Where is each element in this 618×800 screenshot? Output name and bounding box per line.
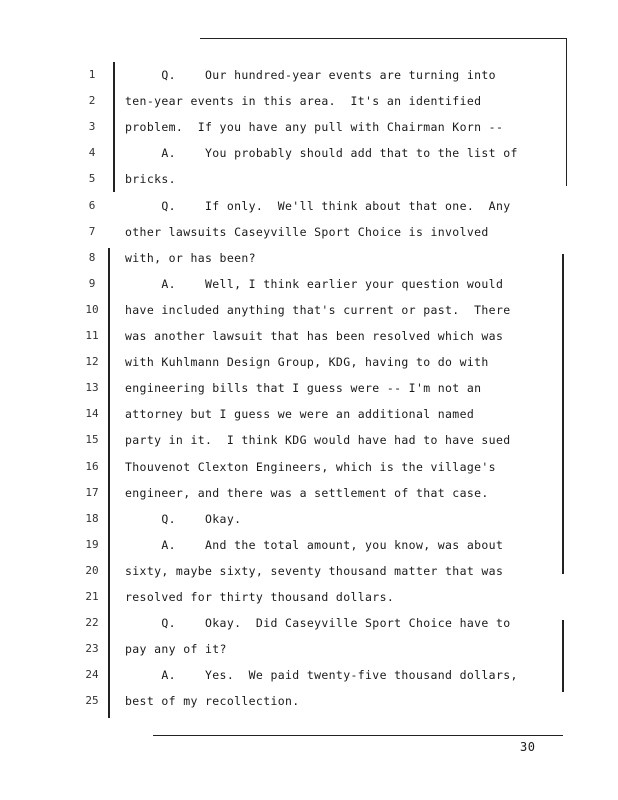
line-number: 12 [85, 355, 99, 369]
line-text: have included anything that's current or past. There [125, 302, 511, 317]
top-rule [200, 38, 566, 39]
transcript-line [0, 323, 618, 349]
line-text: party in it. I think KDG would have had to have sued [125, 433, 511, 448]
line-number: 4 [88, 146, 96, 160]
line-number: 11 [85, 329, 99, 342]
transcript-line [0, 662, 618, 688]
transcript-line [0, 480, 618, 506]
line-text: A. You probably should add that to the list of [125, 146, 518, 161]
transcript-line [0, 349, 618, 375]
line-text: with Kuhlmann Design Group, KDG, having to do with [125, 355, 489, 370]
line-text: A. And the total amount, you know, was about [125, 537, 504, 552]
transcript-line [0, 114, 618, 140]
line-text: other lawsuits Caseyville Sport Choice is involved [125, 224, 489, 239]
line-number: 15 [85, 433, 99, 447]
line-number: 10 [85, 302, 99, 316]
bottom-rule [153, 735, 563, 736]
transcript-line [0, 88, 618, 114]
transcript-line [0, 558, 618, 584]
transcript-line [0, 140, 618, 166]
transcript-line [0, 62, 618, 88]
line-number: 5 [88, 172, 96, 186]
line-text: Q. If only. We'll think about that one. Any [125, 198, 511, 213]
line-number: 21 [85, 590, 99, 603]
transcript-line [0, 271, 618, 297]
line-text: Q. Our hundred-year events are turning into [125, 68, 496, 82]
transcript-line [0, 297, 618, 323]
line-number: 17 [85, 485, 99, 499]
transcript-line [0, 245, 618, 271]
transcript-line [0, 166, 618, 192]
line-text: engineer, and there was a settlement of that case. [125, 485, 489, 500]
line-number: 18 [85, 511, 99, 525]
line-text: A. Yes. We paid twenty-five thousand dollars, [125, 668, 518, 683]
line-text: A. Well, I think earlier your question would [125, 276, 504, 291]
line-text: ten-year events in this area. It's an identified [125, 94, 482, 109]
transcript-line [0, 193, 618, 219]
line-text: Q. Okay. Did Caseyville Sport Choice have to [125, 616, 511, 631]
line-number: 14 [85, 407, 99, 421]
line-number: 2 [88, 94, 96, 108]
line-number: 24 [85, 668, 99, 682]
line-number: 25 [85, 694, 99, 708]
line-number: 23 [85, 642, 99, 656]
line-text: problem. If you have any pull with Chairman Korn -- [125, 120, 504, 135]
transcript-line [0, 219, 618, 245]
transcript-line [0, 532, 618, 558]
line-text: Q. Okay. [125, 511, 242, 526]
line-number: 20 [85, 563, 99, 577]
transcript-line [0, 636, 618, 662]
line-text: was another lawsuit that has been resolved which was [125, 329, 504, 343]
line-text: sixty, maybe sixty, seventy thousand matter that was [125, 563, 504, 578]
transcript-line [0, 375, 618, 401]
line-number: 16 [85, 459, 99, 473]
line-number: 3 [88, 120, 96, 134]
page-number: 30 [520, 740, 536, 754]
line-text: with, or has been? [125, 250, 256, 265]
line-text: best of my recollection. [125, 694, 300, 709]
line-number: 6 [88, 198, 96, 212]
transcript-line [0, 610, 618, 636]
line-number: 8 [88, 250, 96, 264]
line-number: 19 [85, 537, 99, 551]
line-number: 9 [88, 276, 96, 290]
line-number: 13 [85, 381, 99, 395]
line-number: 22 [85, 616, 99, 630]
transcript-line [0, 506, 618, 532]
line-text: attorney but I guess we were an additional named [125, 407, 475, 422]
line-text: pay any of it? [125, 642, 227, 657]
transcript-line [0, 584, 618, 610]
transcript-line [0, 688, 618, 714]
line-text: bricks. [125, 172, 176, 187]
line-number: 1 [88, 68, 96, 81]
transcript-line [0, 427, 618, 453]
transcript-line [0, 454, 618, 480]
line-text: resolved for thirty thousand dollars. [125, 590, 395, 604]
transcript-line [0, 401, 618, 427]
line-text: engineering bills that I guess were -- I'm not an [125, 381, 482, 396]
line-text: Thouvenot Clexton Engineers, which is the village's [125, 459, 496, 474]
line-number: 7 [88, 224, 96, 238]
